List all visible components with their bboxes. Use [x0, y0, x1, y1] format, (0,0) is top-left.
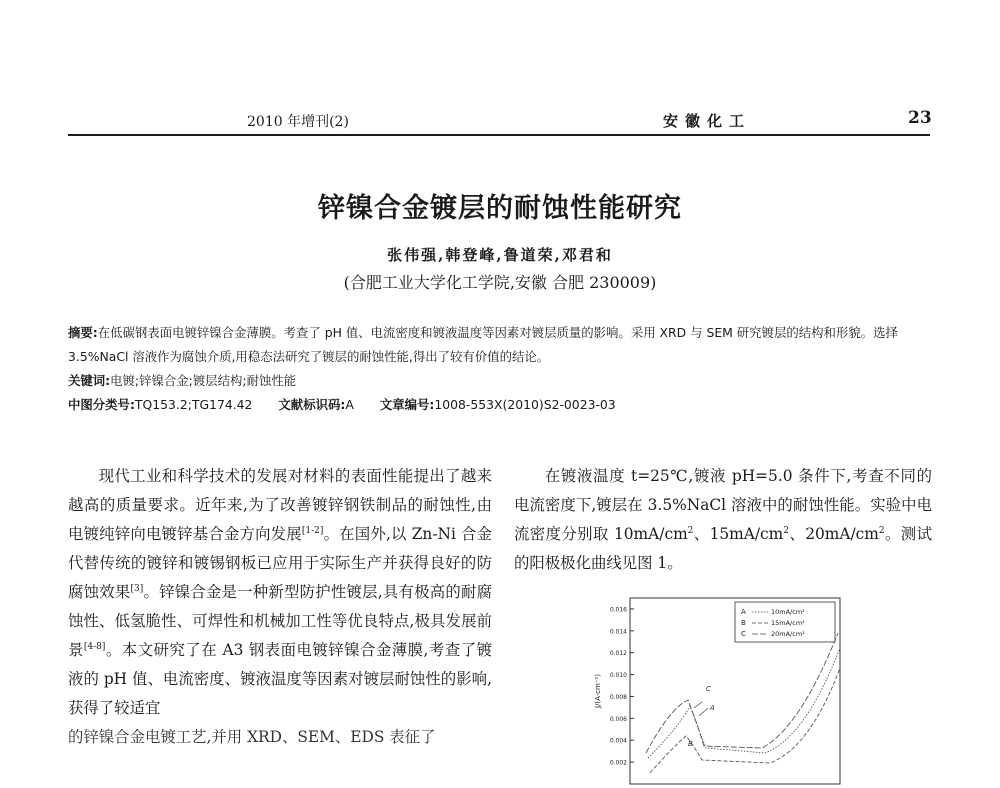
curve-label-leader: [699, 708, 708, 716]
keywords-label: 关键词:: [68, 373, 111, 388]
abstract-block: [68, 321, 932, 417]
legend-series-name: A: [741, 608, 746, 616]
polarization-chart: [590, 588, 850, 788]
citation-ref: [4-8]: [83, 641, 106, 652]
intro-paragraph: [68, 462, 492, 723]
doc-code-label: 文献标识码:: [278, 397, 346, 412]
citation-ref: [1-2]: [301, 525, 324, 536]
article-no-value: 1008-553X(2010)S2-0023-03: [434, 397, 616, 412]
curve-label: B: [688, 740, 693, 748]
legend-series-label: 15mA/cm²: [771, 619, 805, 627]
keywords-line: [68, 369, 932, 393]
legend-series-label: 20mA/cm²: [771, 630, 805, 638]
clc-label: 中图分类号:: [68, 397, 135, 412]
doc-code-value: A: [345, 397, 354, 412]
curve-label-leader: [694, 702, 702, 708]
header-rule: [68, 134, 930, 136]
intro-text-2: 。在国外,以 Zn-Ni 合金代替传统的镀锌和镀锡钢板已应用于实际生产并获得良好的防腐蚀效果: [68, 525, 492, 601]
exp-text-2: 、15mA/cm: [693, 525, 784, 543]
article-no-label: 文章编号:: [379, 397, 435, 412]
abstract-text: 在低碳钢表面电镀锌镍合金薄膜。考查了 pH 值、电流密度和镀液温度等因素对镀层质量的影响。采用 XRD 与 SEM 研究镀层的结构和形貌。选择 3.5%NaCl 溶液作为腐蚀介质,用稳态法研究了镀层的耐蚀性能,得出了较有价值的结论。: [68, 325, 898, 364]
abstract-paragraph: [68, 321, 932, 369]
curve-label: A: [710, 704, 715, 712]
classification-line: [68, 393, 932, 417]
y-tick-label: 0.008: [609, 693, 627, 701]
y-tick-label: 0.004: [609, 737, 627, 745]
cut-off-line: 的锌镍合金电镀工艺,并用 XRD、SEM、EDS 表征了: [68, 728, 436, 746]
abstract-label: 摘要:: [68, 325, 98, 340]
superscript: 2: [687, 525, 694, 536]
curve-c: [646, 633, 838, 753]
curve-label: C: [706, 685, 711, 693]
superscript: 2: [783, 525, 790, 536]
affiliation: (合肥工业大学化工学院,安徽 合肥 230009): [343, 273, 657, 292]
curve-b: [650, 668, 840, 773]
polarization-figure: [590, 588, 850, 767]
page-header: [0, 0, 1000, 140]
issue-label: 2010 年增刊(2): [247, 114, 349, 130]
exp-text-4: 。测试的阳极极化曲线见图 1。: [514, 525, 932, 572]
y-tick-label: 0.012: [609, 650, 627, 658]
y-tick-label: 0.014: [609, 628, 627, 636]
legend-series-name: C: [741, 630, 746, 638]
y-tick-label: 0.006: [609, 715, 627, 723]
page-number: 23: [908, 108, 932, 128]
exp-text-1: 在镀液温度 t=25℃,镀液 pH=5.0 条件下,考查不同的电流密度下,镀层在 3.5%NaCl 溶液中的耐蚀性能。实验中电流密度分别取 10mA/cm: [514, 467, 932, 543]
y-tick-label: 0.010: [609, 672, 627, 680]
y-tick-label: 0.016: [609, 606, 627, 614]
author-list: 张伟强,韩登峰,鲁道荣,邓君和: [387, 246, 613, 264]
journal-name: 安徽化工: [663, 112, 752, 130]
curve-a: [648, 648, 840, 758]
intro-text-1: 现代工业和科学技术的发展对材料的表面性能提出了越来越高的质量要求。近年来,为了改善镀锌钢铁制品的耐蚀性,由电镀纯锌向电镀锌基合金方向发展: [68, 467, 492, 543]
legend-series-label: 10mA/cm²: [771, 608, 805, 616]
article-title: 锌镍合金镀层的耐蚀性能研究: [318, 193, 682, 224]
superscript: 2: [878, 525, 885, 536]
right-column: [514, 462, 932, 578]
intro-text-4: 。本文研究了在 A3 钢表面电镀锌镍合金薄膜,考查了镀液的 pH 值、电流密度、镀液温度等因素对镀层耐蚀性的影响,获得了较适宜: [68, 641, 492, 717]
y-tick-label: 0.002: [609, 759, 627, 767]
intro-text-3: 。锌镍合金是一种新型防护性镀层,具有极高的耐腐蚀性、低氢脆性、可焊性和机械加工性等优良特点,极具发展前景: [68, 583, 492, 659]
experiment-paragraph: [514, 462, 932, 578]
keywords-text: 电镀;锌镍合金;镀层结构;耐蚀性能: [110, 373, 297, 388]
legend-series-name: B: [741, 619, 746, 627]
clc-value: TQ153.2;TG174.42: [134, 397, 253, 412]
exp-text-3: 、20mA/cm: [789, 525, 879, 543]
left-column: [68, 462, 492, 752]
citation-ref: [3]: [130, 583, 144, 594]
y-axis-label: J/(A·cm⁻²): [594, 673, 602, 709]
